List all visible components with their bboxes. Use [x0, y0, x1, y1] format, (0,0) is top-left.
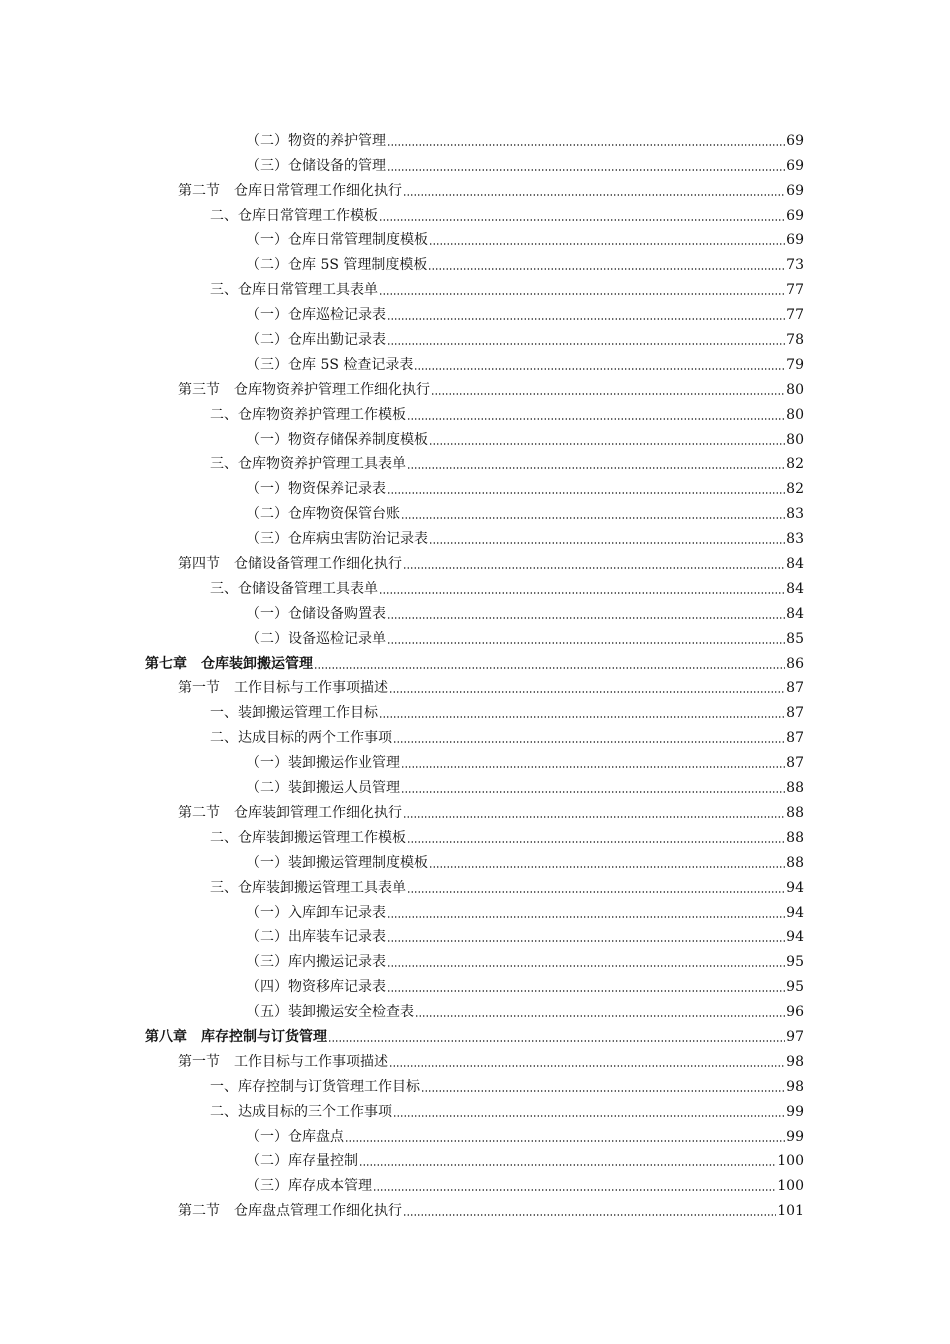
toc-entry-title: 第一节 工作目标与工作事项描述 [178, 680, 388, 697]
toc-dot-leader [429, 541, 785, 545]
toc-entry-title: （二）设备巡检记录单 [246, 630, 386, 647]
toc-page-number: 86 [786, 655, 804, 672]
toc-dot-leader [403, 1213, 776, 1217]
toc-entry-title: 三、仓库日常管理工具表单 [210, 282, 378, 299]
toc-entry-title: （二）仓库出勤记录表 [246, 332, 386, 349]
toc-entry[interactable] [0, 299, 950, 324]
toc-entry-title: 第八章 库存控制与订货管理 [145, 1028, 327, 1045]
toc-entry[interactable] [0, 722, 950, 747]
toc-page-number: 69 [786, 207, 804, 224]
toc-entry[interactable] [0, 374, 950, 399]
toc-entry-title: 第二节 仓库盘点管理工作细化执行 [178, 1203, 402, 1220]
toc-entry-title: （二）出库装车记录表 [246, 929, 386, 946]
toc-entry-title: （一）装卸搬运管理制度模板 [246, 854, 428, 871]
toc-entry-title: （三）仓库 5S 检查记录表 [246, 356, 414, 373]
toc-entry[interactable] [0, 598, 950, 623]
toc-page-number: 98 [786, 1053, 804, 1070]
toc-dot-leader [387, 939, 785, 943]
toc-entry[interactable] [0, 847, 950, 872]
toc-entry-title: （一）装卸搬运作业管理 [246, 755, 400, 772]
toc-dot-leader [407, 417, 785, 421]
toc-dot-leader [379, 591, 785, 595]
toc-entry-title: （一）入库卸车记录表 [246, 904, 386, 921]
toc-entry-title: 第二节 仓库日常管理工作细化执行 [178, 182, 402, 199]
toc-dot-leader [387, 317, 785, 321]
toc-page-number: 78 [786, 332, 804, 349]
toc-dot-leader [393, 1114, 785, 1118]
toc-entry[interactable] [0, 1046, 950, 1071]
toc-dot-leader [393, 740, 785, 744]
toc-entry[interactable] [0, 747, 950, 772]
toc-page-number: 97 [786, 1028, 804, 1045]
toc-page-number: 77 [786, 282, 804, 299]
toc-entry-title: 三、仓库物资养护管理工具表单 [210, 456, 406, 473]
toc-page-number: 88 [786, 804, 804, 821]
toc-entry[interactable] [0, 1146, 950, 1171]
toc-entry[interactable] [0, 1021, 950, 1046]
toc-page-number: 80 [786, 406, 804, 423]
toc-entry-title: （二）物资的养护管理 [246, 132, 386, 149]
toc-entry-title: （一）物资存储保养制度模板 [246, 431, 428, 448]
toc-page-number: 95 [786, 979, 804, 996]
toc-dot-leader [345, 1139, 785, 1143]
toc-dot-leader [401, 790, 785, 794]
toc-entry[interactable] [0, 822, 950, 847]
toc-dot-leader [387, 342, 785, 346]
toc-entry-title: 二、仓库装卸搬运管理工作模板 [210, 829, 406, 846]
toc-page-number: 83 [786, 531, 804, 548]
toc-page-number: 69 [786, 182, 804, 199]
toc-page-number: 88 [786, 780, 804, 797]
toc-dot-leader [428, 267, 785, 271]
toc-entry[interactable] [0, 897, 950, 922]
toc-page-number: 80 [786, 381, 804, 398]
toc-entry[interactable] [0, 175, 950, 200]
toc-entry[interactable] [0, 150, 950, 175]
toc-dot-leader [328, 1039, 785, 1043]
toc-page-number: 100 [777, 1178, 804, 1195]
toc-entry[interactable] [0, 1195, 950, 1220]
toc-dot-leader [387, 143, 785, 147]
toc-page-number: 98 [786, 1078, 804, 1095]
toc-page-number: 77 [786, 307, 804, 324]
toc-entry[interactable] [0, 1170, 950, 1195]
toc-entry[interactable] [0, 399, 950, 424]
toc-page-number: 101 [777, 1203, 804, 1220]
toc-page-number: 95 [786, 954, 804, 971]
toc-entry[interactable] [0, 125, 950, 150]
toc-entry[interactable] [0, 200, 950, 225]
toc-dot-leader [403, 815, 785, 819]
toc-entry-title: 二、达成目标的两个工作事项 [210, 730, 392, 747]
toc-page-number: 94 [786, 904, 804, 921]
toc-page-number: 84 [786, 580, 804, 597]
toc-dot-leader [387, 641, 785, 645]
toc-entry[interactable] [0, 946, 950, 971]
toc-page-number: 94 [786, 929, 804, 946]
toc-dot-leader [387, 168, 785, 172]
toc-page-number: 82 [786, 481, 804, 498]
toc-entry[interactable] [0, 872, 950, 897]
toc-dot-leader [387, 915, 785, 919]
toc-entry-title: （四）物资移库记录表 [246, 979, 386, 996]
toc-page-number: 87 [786, 730, 804, 747]
toc-page-number: 73 [786, 257, 804, 274]
toc-entry[interactable] [0, 772, 950, 797]
toc-entry[interactable] [0, 648, 950, 673]
toc-page-number: 80 [786, 431, 804, 448]
toc-page-number: 94 [786, 879, 804, 896]
toc-entry[interactable] [0, 1096, 950, 1121]
toc-entry[interactable] [0, 971, 950, 996]
toc-dot-leader [379, 715, 785, 719]
toc-entry[interactable] [0, 473, 950, 498]
toc-entry[interactable] [0, 225, 950, 250]
toc-dot-leader [403, 193, 785, 197]
toc-entry[interactable] [0, 449, 950, 474]
toc-entry-title: （一）仓库盘点 [246, 1128, 344, 1145]
toc-page-number: 100 [777, 1153, 804, 1170]
toc-entry[interactable] [0, 424, 950, 449]
toc-page-number: 87 [786, 680, 804, 697]
toc-entry[interactable] [0, 697, 950, 722]
toc-dot-leader [429, 242, 785, 246]
toc-entry-title: （二）库存量控制 [246, 1153, 358, 1170]
toc-page-number: 87 [786, 755, 804, 772]
toc-entry-title: 一、库存控制与订货管理工作目标 [210, 1078, 420, 1095]
toc-entry-title: 三、仓库装卸搬运管理工具表单 [210, 879, 406, 896]
toc-entry-title: （五）装卸搬运安全检查表 [246, 1004, 414, 1021]
toc-entry-title: （三）库存成本管理 [246, 1178, 372, 1195]
toc-dot-leader [429, 442, 785, 446]
toc-dot-leader [429, 865, 785, 869]
toc-entry-title: （三）库内搬运记录表 [246, 954, 386, 971]
toc-entry-title: 第一节 工作目标与工作事项描述 [178, 1053, 388, 1070]
toc-dot-leader [431, 392, 785, 396]
toc-entry-title: 第七章 仓库装卸搬运管理 [145, 655, 313, 672]
toc-page-number: 69 [786, 157, 804, 174]
toc-dot-leader [387, 964, 785, 968]
toc-entry-title: （一）仓库日常管理制度模板 [246, 232, 428, 249]
toc-entry[interactable] [0, 1071, 950, 1096]
toc-dot-leader [389, 1064, 785, 1068]
toc-entry[interactable] [0, 249, 950, 274]
toc-dot-leader [359, 1163, 776, 1167]
toc-entry[interactable] [0, 623, 950, 648]
toc-page-number: 84 [786, 605, 804, 622]
toc-dot-leader [314, 666, 785, 670]
toc-entry[interactable] [0, 523, 950, 548]
toc-page-number: 69 [786, 232, 804, 249]
toc-entry[interactable] [0, 349, 950, 374]
toc-page-number: 99 [786, 1103, 804, 1120]
toc-entry[interactable] [0, 1121, 950, 1146]
toc-dot-leader [401, 516, 785, 520]
toc-dot-leader [421, 1089, 785, 1093]
toc-page-number: 82 [786, 456, 804, 473]
toc-entry[interactable] [0, 673, 950, 698]
toc-dot-leader [415, 1014, 785, 1018]
toc-page-number: 88 [786, 829, 804, 846]
toc-entry-title: 一、装卸搬运管理工作目标 [210, 705, 378, 722]
toc-page-number: 88 [786, 854, 804, 871]
toc-entry-title: （二）仓库物资保管台账 [246, 506, 400, 523]
toc-dot-leader [403, 566, 785, 570]
toc-dot-leader [387, 491, 785, 495]
toc-dot-leader [401, 765, 785, 769]
table-of-contents [0, 125, 950, 1220]
toc-page-number: 79 [786, 356, 804, 373]
toc-entry-title: 二、仓库日常管理工作模板 [210, 207, 378, 224]
toc-entry-title: 第三节 仓库物资养护管理工作细化执行 [178, 381, 430, 398]
toc-entry-title: （三）仓库病虫害防治记录表 [246, 531, 428, 548]
toc-entry-title: （二）装卸搬运人员管理 [246, 780, 400, 797]
toc-dot-leader [379, 292, 785, 296]
toc-page-number: 83 [786, 506, 804, 523]
toc-dot-leader [373, 1188, 776, 1192]
toc-entry[interactable] [0, 498, 950, 523]
toc-page-number: 96 [786, 1004, 804, 1021]
toc-page-number: 84 [786, 556, 804, 573]
toc-page-number: 87 [786, 705, 804, 722]
toc-dot-leader [387, 989, 785, 993]
toc-dot-leader [407, 466, 785, 470]
toc-entry[interactable] [0, 548, 950, 573]
toc-entry-title: （一）仓库巡检记录表 [246, 307, 386, 324]
toc-entry[interactable] [0, 797, 950, 822]
toc-dot-leader [387, 616, 785, 620]
toc-entry-title: 第二节 仓库装卸管理工作细化执行 [178, 804, 402, 821]
toc-dot-leader [389, 690, 785, 694]
toc-entry[interactable] [0, 573, 950, 598]
toc-entry-title: 二、达成目标的三个工作事项 [210, 1103, 392, 1120]
toc-entry[interactable] [0, 996, 950, 1021]
toc-entry[interactable] [0, 274, 950, 299]
toc-entry-title: 第四节 仓储设备管理工作细化执行 [178, 556, 402, 573]
toc-page-number: 69 [786, 132, 804, 149]
toc-entry-title: （三）仓储设备的管理 [246, 157, 386, 174]
toc-entry-title: （二）仓库 5S 管理制度模板 [246, 257, 428, 274]
toc-dot-leader [407, 890, 785, 894]
toc-entry-title: 三、仓储设备管理工具表单 [210, 580, 378, 597]
toc-dot-leader [379, 218, 785, 222]
toc-dot-leader [407, 840, 785, 844]
toc-page-number: 85 [786, 630, 804, 647]
toc-entry-title: 二、仓库物资养护管理工作模板 [210, 406, 406, 423]
toc-page-number: 99 [786, 1128, 804, 1145]
toc-entry[interactable] [0, 324, 950, 349]
toc-entry-title: （一）仓储设备购置表 [246, 605, 386, 622]
toc-entry-title: （一）物资保养记录表 [246, 481, 386, 498]
toc-dot-leader [414, 367, 785, 371]
toc-entry[interactable] [0, 922, 950, 947]
